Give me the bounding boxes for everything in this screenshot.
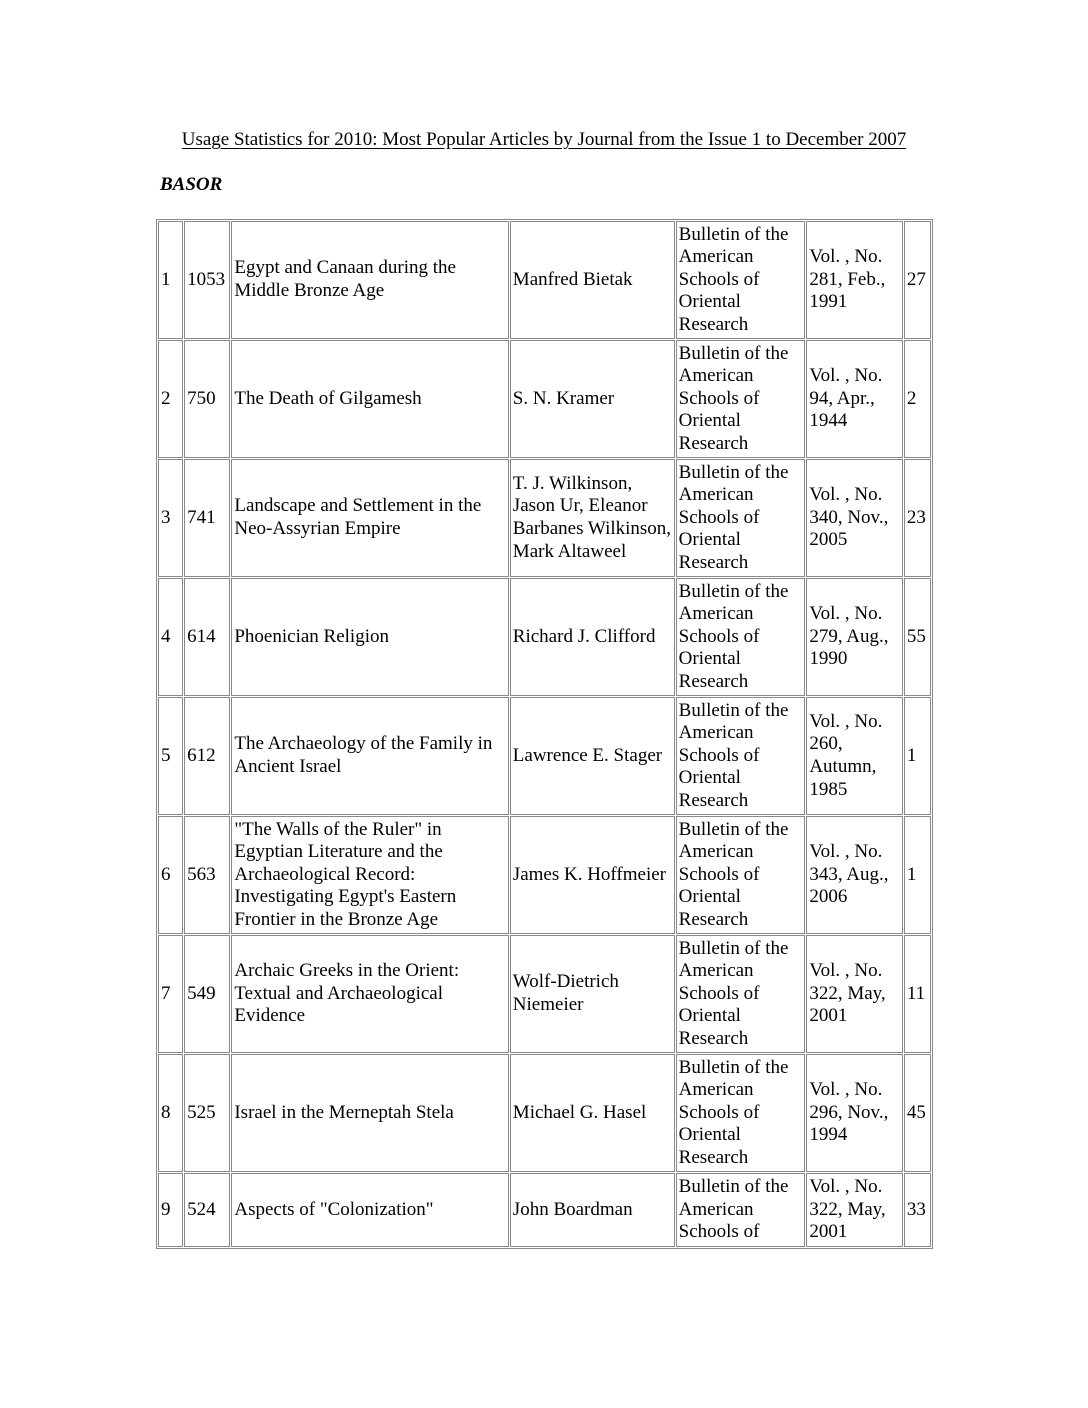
count-cell: 525 <box>184 1054 230 1172</box>
table-row <box>158 340 931 458</box>
authors-cell: S. N. Kramer <box>510 340 675 458</box>
table-row <box>158 1054 931 1172</box>
pages-cell: 33 <box>904 1173 931 1247</box>
issue-cell: Vol. , No. 343, Aug., 2006 <box>806 816 903 934</box>
authors-cell: John Boardman <box>510 1173 675 1247</box>
table-row <box>158 1173 931 1247</box>
journal-cell: Bulletin of the American Schools of Oriental Research <box>676 221 806 339</box>
document-title: Usage Statistics for 2010: Most Popular Articles by Journal from the Issue 1 to December 2007 <box>181 129 907 150</box>
article-title-cell: Aspects of "Colonization" <box>231 1173 508 1247</box>
journal-cell: Bulletin of the American Schools of <box>676 1173 806 1247</box>
pages-cell: 27 <box>904 221 931 339</box>
authors-cell: T. J. Wilkinson, Jason Ur, Eleanor Barbanes Wilkinson, Mark Altaweel <box>510 459 675 577</box>
issue-cell: Vol. , No. 281, Feb., 1991 <box>806 221 903 339</box>
authors-cell: Richard J. Clifford <box>510 578 675 696</box>
count-cell: 524 <box>184 1173 230 1247</box>
table-row <box>158 816 931 934</box>
issue-cell: Vol. , No. 340, Nov., 2005 <box>806 459 903 577</box>
rank-cell: 5 <box>158 697 183 815</box>
journal-cell: Bulletin of the American Schools of Oriental Research <box>676 459 806 577</box>
article-title-cell: Landscape and Settlement in the Neo-Assyrian Empire <box>231 459 508 577</box>
authors-cell: Wolf-Dietrich Niemeier <box>510 935 675 1053</box>
issue-cell: Vol. , No. 94, Apr., 1944 <box>806 340 903 458</box>
journal-cell: Bulletin of the American Schools of Oriental Research <box>676 1054 806 1172</box>
table-row <box>158 578 931 696</box>
table-row <box>158 459 931 577</box>
count-cell: 549 <box>184 935 230 1053</box>
article-title-cell: The Archaeology of the Family in Ancient Israel <box>231 697 508 815</box>
pages-cell: 2 <box>904 340 931 458</box>
pages-cell: 11 <box>904 935 931 1053</box>
journal-cell: Bulletin of the American Schools of Oriental Research <box>676 935 806 1053</box>
table-row <box>158 935 931 1053</box>
article-title-cell: Archaic Greeks in the Orient: Textual and Archaeological Evidence <box>231 935 508 1053</box>
rank-cell: 6 <box>158 816 183 934</box>
article-title-cell: "The Walls of the Ruler" in Egyptian Literature and the Archaeological Record: Investigating Egypt's Eastern Frontier in the Bronze Age <box>231 816 508 934</box>
rank-cell: 3 <box>158 459 183 577</box>
rank-cell: 4 <box>158 578 183 696</box>
article-title-cell: Egypt and Canaan during the Middle Bronze Age <box>231 221 508 339</box>
rank-cell: 2 <box>158 340 183 458</box>
article-title-cell: Israel in the Merneptah Stela <box>231 1054 508 1172</box>
article-title-cell: Phoenician Religion <box>231 578 508 696</box>
rank-cell: 7 <box>158 935 183 1053</box>
count-cell: 614 <box>184 578 230 696</box>
authors-cell: Michael G. Hasel <box>510 1054 675 1172</box>
count-cell: 741 <box>184 459 230 577</box>
count-cell: 750 <box>184 340 230 458</box>
journal-cell: Bulletin of the American Schools of Oriental Research <box>676 578 806 696</box>
pages-cell: 23 <box>904 459 931 577</box>
journal-cell: Bulletin of the American Schools of Oriental Research <box>676 340 806 458</box>
articles-table <box>156 219 933 1249</box>
article-title-cell: The Death of Gilgamesh <box>231 340 508 458</box>
authors-cell: Manfred Bietak <box>510 221 675 339</box>
articles-table-body <box>158 221 931 1247</box>
authors-cell: James K. Hoffmeier <box>510 816 675 934</box>
pages-cell: 1 <box>904 697 931 815</box>
rank-cell: 1 <box>158 221 183 339</box>
issue-cell: Vol. , No. 322, May, 2001 <box>806 935 903 1053</box>
pages-cell: 45 <box>904 1054 931 1172</box>
rank-cell: 9 <box>158 1173 183 1247</box>
count-cell: 563 <box>184 816 230 934</box>
pages-cell: 55 <box>904 578 931 696</box>
count-cell: 612 <box>184 697 230 815</box>
journal-cell: Bulletin of the American Schools of Oriental Research <box>676 816 806 934</box>
issue-cell: Vol. , No. 279, Aug., 1990 <box>806 578 903 696</box>
rank-cell: 8 <box>158 1054 183 1172</box>
table-row <box>158 221 931 339</box>
issue-cell: Vol. , No. 296, Nov., 1994 <box>806 1054 903 1172</box>
count-cell: 1053 <box>184 221 230 339</box>
table-container <box>156 219 933 1259</box>
issue-cell: Vol. , No. 322, May, 2001 <box>806 1173 903 1247</box>
authors-cell: Lawrence E. Stager <box>510 697 675 815</box>
issue-cell: Vol. , No. 260, Autumn, 1985 <box>806 697 903 815</box>
journal-cell: Bulletin of the American Schools of Oriental Research <box>676 697 806 815</box>
pages-cell: 1 <box>904 816 931 934</box>
section-heading: BASOR <box>160 174 223 195</box>
table-row <box>158 697 931 815</box>
